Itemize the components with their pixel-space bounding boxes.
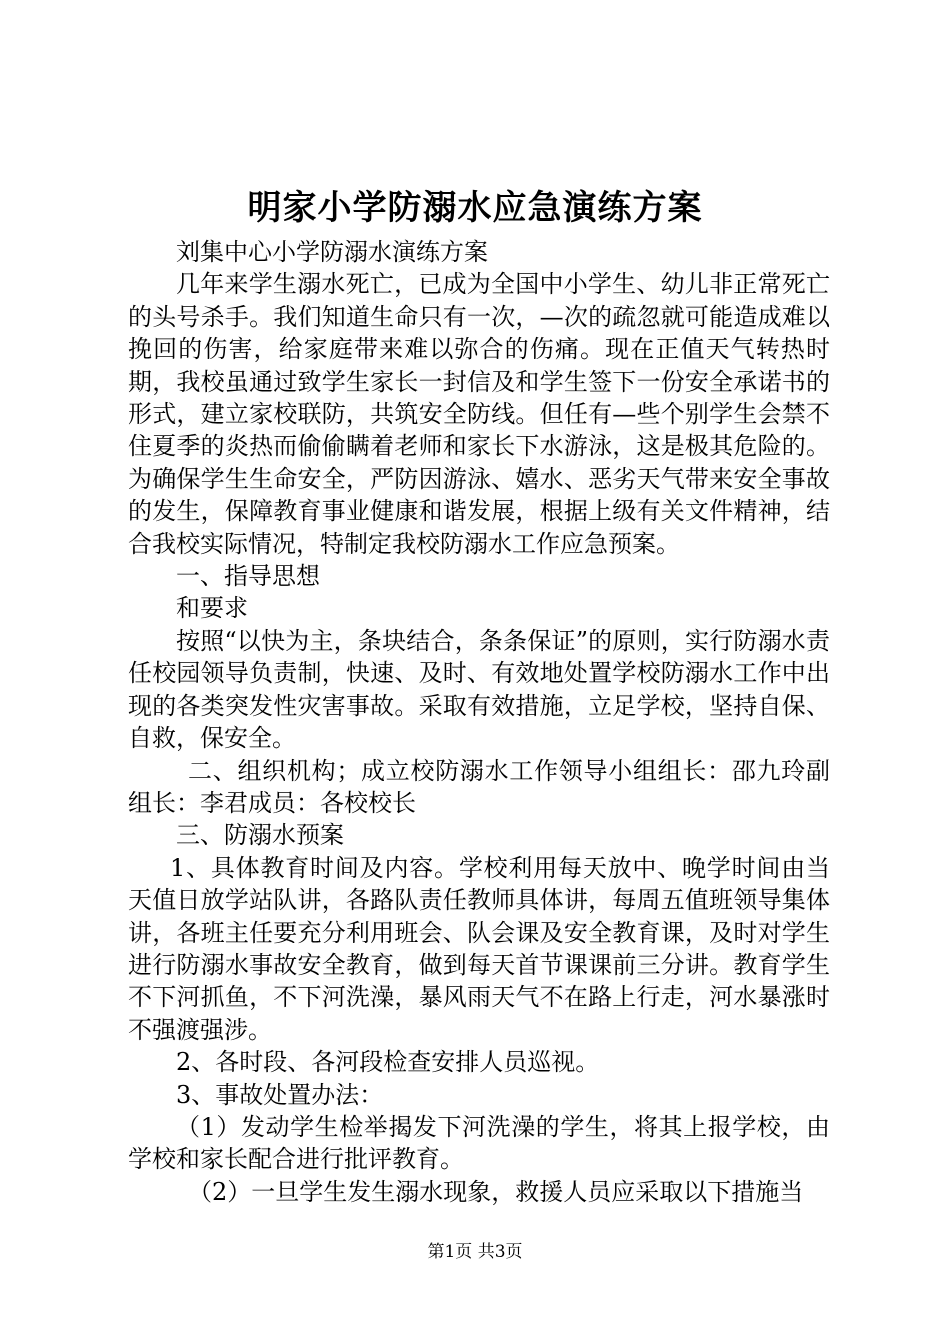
document-body	[128, 236, 830, 1208]
intro-paragraph: 几年来学生溺水死亡，已成为全国中小学生、幼儿非正常死亡的头号杀手。我们知道生命只有一次，—次的疏忽就可能造成难以挽回的伤害，给家庭带来难以弥合的伤痛。现在正值天气转热时期，我校虽通过致学生家长一封信及和学生签下一份安全承诺书的形式，建立家校联防，共筑安全防线。但任有—些个别学生会禁不住夏季的炎热而偷偷瞒着老师和家长下水游泳，这是极其危险的。为确保学生生命安全，严防因游泳、嬉水、恶劣天气带来安全事故的发生，保障教育事业健康和谐发展，根据上级有关文件精神，结合我校实际情况，特制定我校防溺水工作应急预案。	[128, 270, 830, 558]
section-heading-guiding-thought: 一、指导思想	[176, 562, 320, 591]
document-title: 明家小学防溺水应急演练方案	[247, 188, 703, 228]
section-heading-requirements: 和要求	[176, 594, 248, 623]
subtitle-paragraph: 刘集中心小学防溺水演练方案	[176, 238, 488, 266]
handling-item-1: （1）发动学生检举揭发下河洗澡的学生，将其上报学校，由学校和家长配合进行批评教育。	[128, 1112, 830, 1174]
handling-heading: 3、事故处置办法：	[176, 1080, 384, 1109]
education-paragraph: 1、具体教育时间及内容。学校利用每天放中、晚学时间由当天值日放学站队讲，各路队责任教师具体讲，每周五值班领导集体讲，各班主任要充分利用班会、队会课及安全教育课，及时对学生进行防溺水事故安全教育，做到每天首节课课前三分讲。教育学生不下河抓鱼，不下河洗澡，暴风雨天气不在路上行走，河水暴涨时不强渡强涉。	[128, 853, 830, 1044]
page-footer: 第1页 共3页	[427, 1242, 523, 1262]
section-heading-plan: 三、防溺水预案	[176, 821, 344, 850]
patrol-paragraph: 2、各时段、各河段检查安排人员巡视。	[176, 1048, 600, 1077]
principle-paragraph: 按照“以快为主，条块结合，条条保证”的原则，实行防溺水责任校园领导负责制，快速、及时、有效地处置学校防溺水工作中出现的各类突发性灾害事故。采取有效措施，立足学校，坚持自保、自救，保安全。	[128, 626, 830, 753]
organization-paragraph: 二、组织机构；成立校防溺水工作领导小组组长：邵九玲副组长：李君成员：各校校长	[128, 756, 830, 817]
handling-item-2: （2）一旦学生发生溺水现象，救援人员应采取以下措施当	[188, 1177, 804, 1206]
